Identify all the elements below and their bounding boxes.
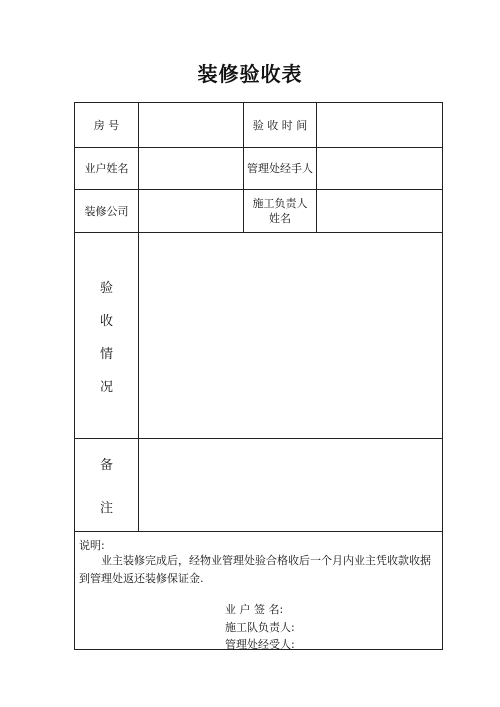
room-number-label: 房 号 [93, 118, 120, 132]
note-text: 业主装修完成后，经物业管理处验合格收后一个月内业主凭收款收据到管理处返还装修保证金. [79, 554, 431, 585]
inspection-form [74, 102, 443, 650]
remarks-field[interactable] [139, 439, 443, 531]
inspection-time-field[interactable] [317, 103, 443, 147]
company-label: 装修公司 [84, 204, 129, 218]
manager-label: 管理处经手人 [247, 162, 313, 175]
inspection-label-char: 收 [99, 313, 113, 329]
manager-signature-label: 管理处经受人: [225, 638, 295, 651]
note-heading: 说明: [79, 539, 105, 552]
team-lead-signature-label: 施工队负责人: [225, 621, 295, 634]
remarks-section-label [75, 439, 138, 531]
manager-field[interactable] [317, 148, 443, 189]
owner-name-field[interactable] [139, 148, 243, 189]
inspection-label-char: 情 [99, 346, 113, 362]
remarks-label-char: 备 [99, 458, 113, 473]
remarks-label-char: 注 [99, 501, 113, 516]
inspection-label-char: 验 [99, 280, 113, 296]
page-title: 装修验收表 [197, 62, 303, 86]
construction-lead-label: 施工负责人姓名 [252, 197, 308, 225]
owner-name-label: 业户姓名 [84, 162, 129, 175]
row-divider [75, 531, 442, 532]
inspection-time-label: 验 收 时 间 [252, 118, 308, 132]
inspection-details-field[interactable] [139, 233, 443, 438]
company-field[interactable] [139, 190, 243, 232]
inspection-section-label [75, 233, 138, 438]
room-number-field[interactable] [139, 103, 243, 147]
construction-lead-field[interactable] [317, 190, 443, 232]
inspection-label-char: 况 [99, 379, 113, 395]
owner-signature-label: 业 户 签 名: [225, 603, 284, 616]
